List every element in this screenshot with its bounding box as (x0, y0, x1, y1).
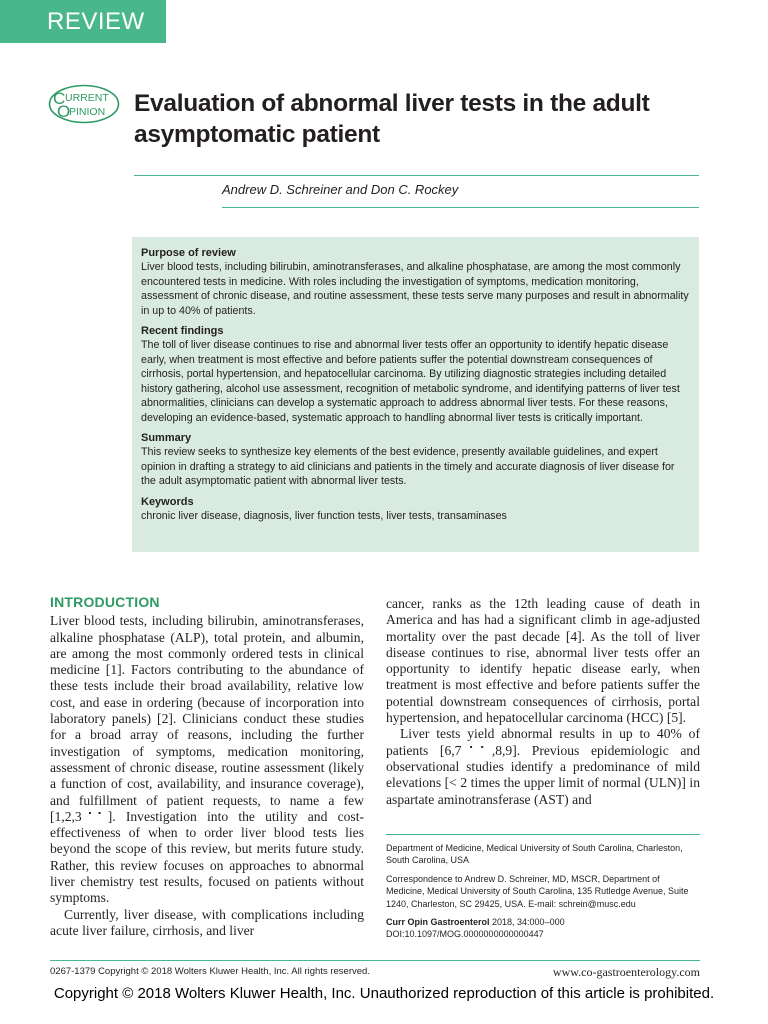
abstract-purpose (141, 246, 690, 318)
abstract-summary (141, 431, 690, 489)
reference-marker: ▪▪ (461, 742, 492, 752)
body-paragraph: cancer, ranks as the 12th leading cause of death in America and has had a significant climb in age-adjusted mortality over the past decade [4]. As the toll of liver disease continues to rise, abnormal liver tests offer an opportunity to identify hepatic disease early, when treatment is most effective and before patients suffer the potential downstream consequences of cirrhosis, portal hypertension, and hepatocellular carcinoma (HCC) [5]. (386, 596, 700, 726)
summary-heading: Summary (141, 432, 192, 444)
body-paragraph: Currently, liver disease, with complications including acute liver failure, cirrhosis, and liver (50, 906, 364, 938)
article-notes (386, 842, 700, 941)
copyright-banner: Copyright © 2018 Wolters Kluwer Health, Inc. Unauthorized reproduction of this article is prohibited. (53, 985, 715, 1002)
footer-copyright: 0267-1379 Copyright © 2018 Wolters Kluwer Health, Inc. All rights reserved. (50, 966, 370, 977)
body-column-left (50, 594, 364, 939)
notes-divider (386, 834, 700, 835)
journal-name: Curr Opin Gastroenterol (386, 917, 490, 928)
title-divider (134, 175, 699, 176)
body-text: Liver tests yield abnormal results in up to 40% of patients [6,7 (386, 726, 700, 758)
logo-o: O (57, 102, 71, 121)
journal-volume: 2018, 34:000–000 (489, 917, 565, 928)
body-text: ,8,9]. Previous epidemiologic and observational studies identify a predominance of mild elevations [< 2 times the upper limit of normal (ULN)] in aspartate aminotransferase (AST) and (386, 742, 700, 807)
body-text: Liver blood tests, including bilirubin, aminotransferases, alkaline phosphatase (ALP), total protein, and albumin, are among the most commonly ordered tests in clinical medicine [1]. Factors contributing to the abundance of these tests include their broad availability, relative low cost, and ease in ordering (because of incorporation into laboratory panels) [2]. Clinicians conduct these studies for a broad array of reasons, including the further investigation of symptoms, medication monitoring, assessment of chronic disease, routine assessment (likely a function of cost, availability, and insurance coverage), and fulfillment of patient requests, to name a few [1,2,3 (50, 613, 364, 824)
logo-pinion: PINION (69, 106, 106, 118)
findings-text: The toll of liver disease continues to rise and abnormal liver tests offer an opportunity to identify hepatic disease early, when treatment is most effective and before patients suffer the potential downstream consequences of cirrhosis, portal hypertension, and hepatocellular carcinoma. By utilizing diagnostic strategies including detailed history gathering, alcohol use assessment, recognition of metabolic syndrome, and identifying patterns of liver test abnormalities, clinicians can develop a systematic approach to address abnormal liver tests. For these reasons, developing an evidence-based, systematic approach to handling abnormal liver tests is critically important. (141, 339, 680, 424)
logo-urrent: URRENT (65, 92, 109, 104)
introduction-heading: INTRODUCTION (50, 594, 160, 610)
doi: DOI:10.1097/MOG.0000000000000447 (386, 929, 544, 940)
section-tab (0, 0, 166, 43)
current-opinion-logo (48, 84, 120, 124)
title-line-2: asymptomatic patient (134, 121, 380, 148)
body-column-right (386, 596, 700, 808)
article-title (134, 88, 694, 150)
body-text: ]. Investigation into the utility and cost-effectiveness of when to order liver blood tests lies beyond the scope of this review, but merits future study. Rather, this review focuses on approaches to abnormal liver chemistry test results, focused on patients without symptoms. (50, 808, 364, 906)
findings-heading: Recent findings (141, 325, 224, 337)
body-paragraph (386, 726, 700, 807)
logo-c: C (53, 89, 66, 108)
journal-citation (386, 916, 700, 928)
purpose-heading: Purpose of review (141, 247, 236, 259)
body-paragraph (50, 613, 364, 906)
abstract-keywords (141, 495, 690, 524)
summary-text: This review seeks to synthesize key elements of the best evidence, presently available guidelines, and expert opinion in drafting a strategy to aid clinicians and patients in the timely and accurate diagnosis of liver disease for the adult asymptomatic patient with abnormal liver tests. (141, 446, 675, 487)
authors-divider (222, 207, 699, 208)
keywords-text: chronic liver disease, diagnosis, liver function tests, liver tests, transaminases (141, 509, 507, 522)
footer-divider (50, 960, 700, 961)
purpose-text: Liver blood tests, including bilirubin, aminotransferases, and alkaline phosphatase, are among the most commonly encountered tests in medicine. With roles including the investigation of symptoms, medication monitoring, assessment of chronic disease, and routine assessment, these tests serve many purposes and result in abnormality in up to 40% of patients. (141, 261, 689, 317)
journal-website-link[interactable]: www.co-gastroenterology.com (552, 965, 700, 979)
title-line-1: Evaluation of abnormal liver tests in the adult (134, 90, 650, 117)
section-tab-label: REVIEW (47, 7, 145, 35)
abstract-box (132, 237, 699, 552)
reference-marker: ▪▪ (81, 808, 108, 818)
abstract-findings (141, 324, 690, 425)
authors: Andrew D. Schreiner and Don C. Rockey (222, 182, 459, 197)
correspondence: Correspondence to Andrew D. Schreiner, MD, MSCR, Department of Medicine, Medical University of South Carolina, 135 Rutledge Avenue, Suite 1240, Charleston, SC 29425, USA. E-mail: schrein@musc.edu (386, 873, 689, 909)
keywords-heading: Keywords (141, 495, 194, 508)
affiliation: Department of Medicine, Medical University of South Carolina, Charleston, South Carolina, USA (386, 843, 683, 866)
